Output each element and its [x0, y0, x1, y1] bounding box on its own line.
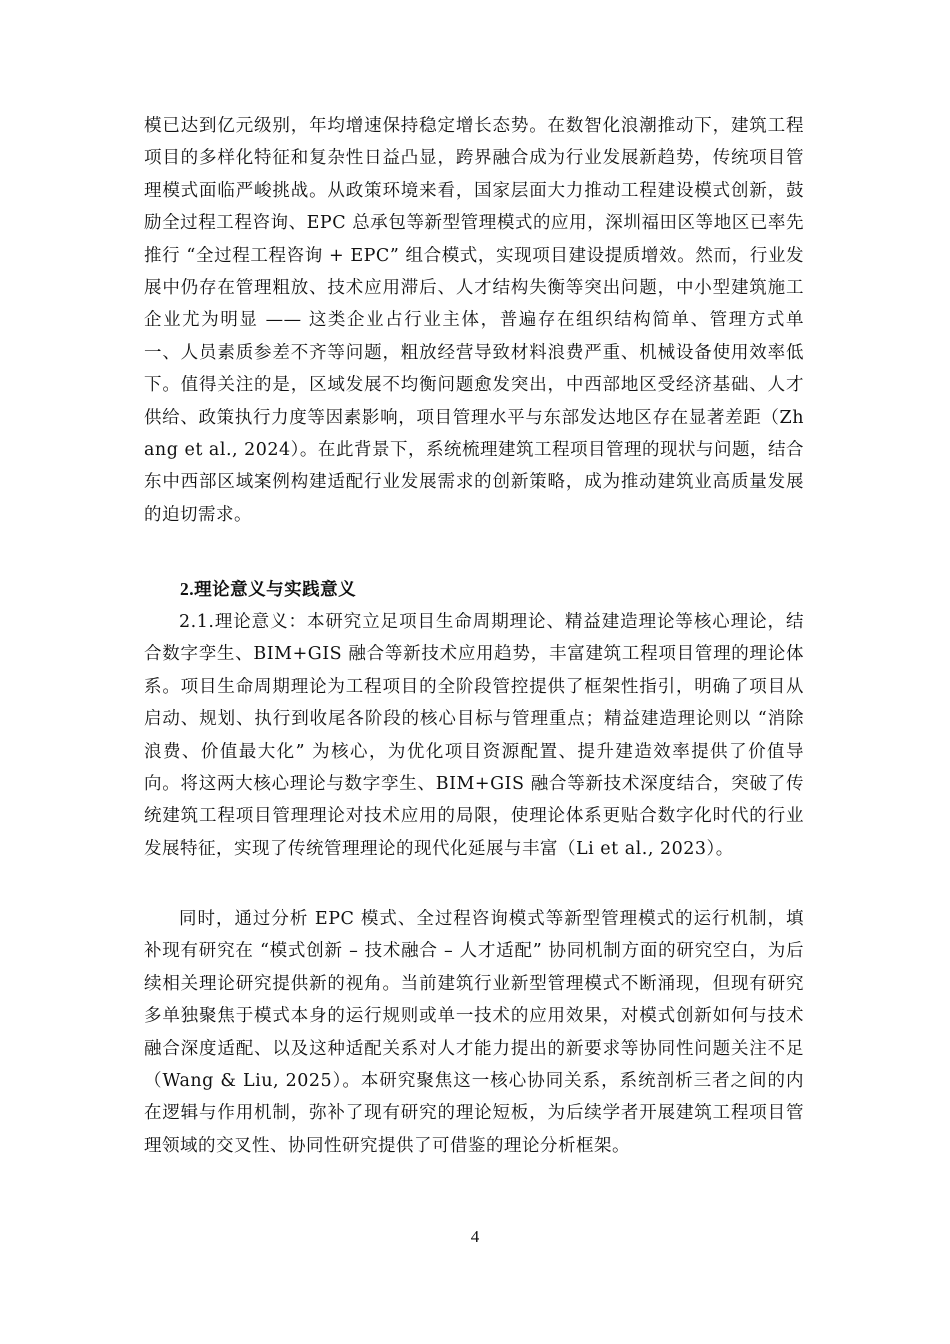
body-paragraph-theoretical-significance: 2.1.理论意义：本研究立足项目生命周期理论、精益建造理论等核心理论，结合数字孪生、BIM+GIS 融合等新技术应用趋势，丰富建筑工程项目管理的理论体系。项目生命周期理论为工程项目的全阶段管控提供了框架性指引，明确了项目从启动、规划、执行到收尾各阶段的核心目标与管理重点；精益建造理论则以 “消除浪费、价值最大化” 为核心，为优化项目资源配置、提升建造效率提供了价值导向。将这两大核心理论与数字孪生、BIM+GIS 融合等新技术深度结合，突破了传统建筑工程项目管理理论对技术应用的局限，使理论体系更贴合数字化时代的行业发展特征，实现了传统管理理论的现代化延展与丰富（Li et al., 2023）。: [144, 612, 804, 859]
body-paragraph-research-gap: 同时，通过分析 EPC 模式、全过程咨询模式等新型管理模式的运行机制，填补现有研究在 “模式创新 – 技术融合 – 人才适配” 协同机制方面的研究空白，为后续相关理论研究提供新的视角。当前建筑行业新型管理模式不断涌现，但现有研究多单独聚焦于模式本身的运行规则或单一技术的应用效果，对模式创新如何与技术融合深度适配、以及这种适配关系对人才能力提出的新要求等协同性问题关注不足（Wang & Liu, 2025）。本研究聚焦这一核心协同关系，系统剖析三者之间的内在逻辑与作用机制，弥补了现有研究的理论短板，为后续学者开展建筑工程项目管理领域的交叉性、协同性研究提供了可借鉴的理论分析框架。: [144, 909, 804, 1156]
section-heading: 2.理论意义与实践意义: [180, 579, 357, 599]
body-paragraph-background: 模已达到亿元级别，年均增速保持稳定增长态势。在数智化浪潮推动下，建筑工程项目的多样化特征和复杂性日益凸显，跨界融合成为行业发展新趋势，传统项目管理模式面临严峻挑战。从政策环境来看，国家层面大力推动工程建设模式创新，鼓励全过程工程咨询、EPC 总承包等新型管理模式的应用，深圳福田区等地区已率先推行 “全过程工程咨询 + EPC” 组合模式，实现项目建设提质增效。然而，行业发展中仍存在管理粗放、技术应用滞后、人才结构失衡等突出问题，中小型建筑施工企业尤为明显 —— 这类企业占行业主体，普遍存在组织结构简单、管理方式单一、人员素质参差不齐等问题，粗放经营导致材料浪费严重、机械设备使用效率低下。值得关注的是，区域发展不均衡问题愈发突出，中西部地区受经济基础、人才供给、政策执行力度等因素影响，项目管理水平与东部发达地区存在显著差距（Zhang et al., 2024）。在此背景下，系统梳理建筑工程项目管理的现状与问题，结合东中西部区域案例构建适配行业发展需求的创新策略，成为推动建筑业高质量发展的迫切需求。: [144, 116, 804, 525]
page-number: 4: [470, 1227, 480, 1246]
